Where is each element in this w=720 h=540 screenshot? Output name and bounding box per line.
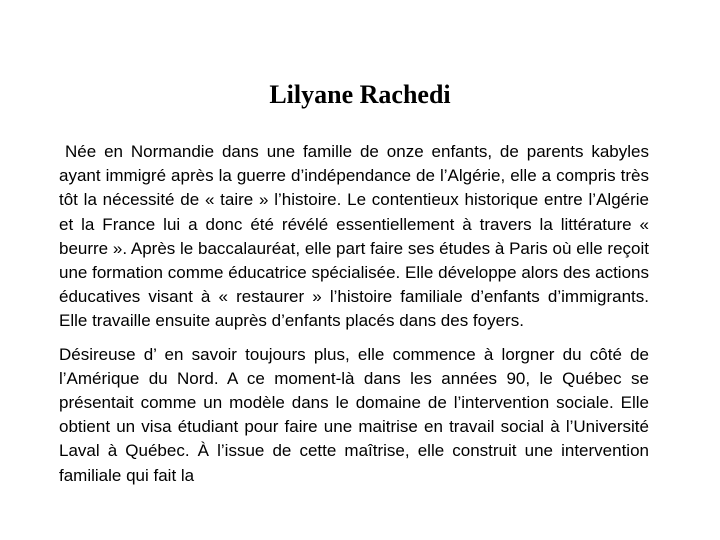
paragraph-biography-intro: Née en Normandie dans une famille de onze enfants, de parents kabyles ayant immigré après la guerre d’indépendance de l’Algérie, elle a compris très tôt la nécessité de « taire » l’histoire. Le contentieux historique entre l’Algérie et la France lui a donc été révélé essentiellement à travers la littérature « beurre ». Après le baccalauréat, elle part faire ses études à Paris où elle reçoit une formation comme éducatrice spécialisée. Elle développe alors des actions éducatives visant à « restaurer » l’histoire familiale d’enfants d’immigrants. Elle travaille ensuite auprès d’enfants placés dans des foyers. [59, 142, 649, 331]
paragraph-biography-quebec: Désireuse d’ en savoir toujours plus, elle commence à lorgner du côté de l’Amérique du Nord. A ce moment-là dans les années 90, le Québec se présentait comme un modèle dans le domaine de l’intervention sociale. Elle obtient un visa étudiant pour faire une maitrise en travail social à l’Université Laval à Québec. À l’issue de cette maîtrise, elle construit une intervention familiale qui fait la [59, 344, 649, 485]
document-body [59, 140, 649, 488]
document-title: Lilyane Rachedi [269, 80, 451, 109]
